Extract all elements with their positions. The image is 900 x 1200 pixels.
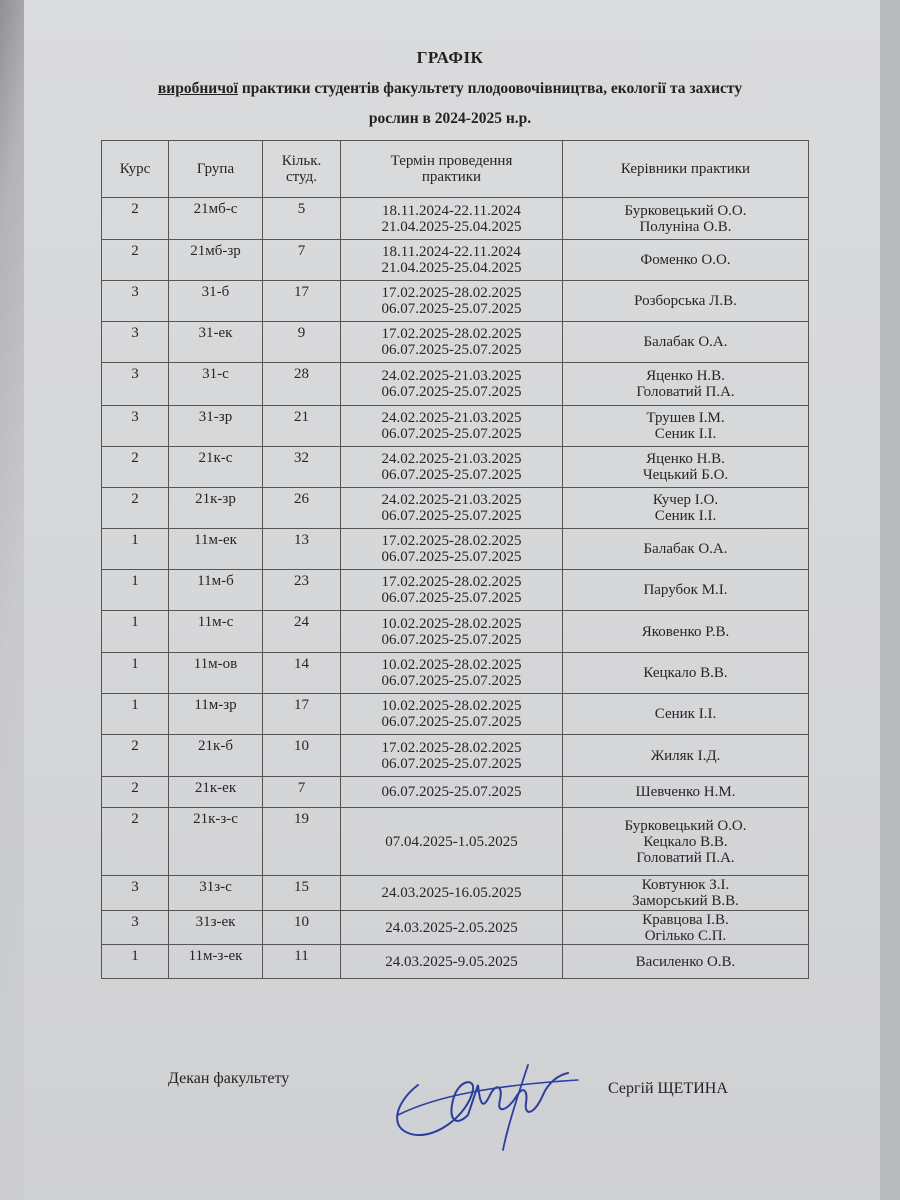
cell-group: 31-зр: [169, 406, 263, 447]
supervisor-name: Сеник І.І.: [654, 706, 717, 722]
cell-count: 26: [263, 488, 341, 529]
cell-course: 3: [102, 363, 169, 406]
cell-group: 31-б: [169, 281, 263, 322]
date-range: 17.02.2025-28.02.2025: [381, 533, 522, 549]
cell-supervisors: [563, 529, 809, 570]
table-header-row: [102, 141, 809, 198]
date-range: 10.02.2025-28.02.2025: [381, 615, 522, 632]
table-row: [102, 945, 809, 979]
table-row: [102, 322, 809, 363]
supervisor-name: Головатий П.А.: [636, 849, 735, 866]
cell-course: 3: [102, 281, 169, 322]
table-row: [102, 240, 809, 281]
cell-dates: [341, 363, 563, 406]
supervisor-name: Балабак О.А.: [643, 334, 728, 350]
cell-course: 1: [102, 611, 169, 653]
cell-group: 11м-ов: [169, 653, 263, 694]
table-row: [102, 653, 809, 694]
date-range: 06.07.2025-25.07.2025: [381, 714, 522, 730]
table-row: [102, 777, 809, 808]
document-title: ГРАФІК: [416, 48, 484, 67]
cell-course: 1: [102, 653, 169, 694]
supervisor-name: Ковтунюк З.І.: [641, 877, 730, 893]
cell-dates: [341, 570, 563, 611]
cell-group: 11м-зр: [169, 694, 263, 735]
date-range: 06.07.2025-25.07.2025: [381, 467, 522, 483]
cell-dates: [341, 529, 563, 570]
date-range: 06.07.2025-25.07.2025: [381, 631, 522, 648]
cell-count: 28: [263, 363, 341, 406]
table-row: [102, 911, 809, 945]
cell-count: 10: [263, 735, 341, 777]
cell-count: 7: [263, 777, 341, 808]
cell-supervisors: [563, 777, 809, 808]
cell-count: 32: [263, 447, 341, 488]
date-range: 10.02.2025-28.02.2025: [381, 657, 522, 673]
cell-dates: [341, 911, 563, 945]
dean-title: Декан факультету: [168, 1070, 290, 1087]
cell-course: 3: [102, 911, 169, 945]
cell-course: 2: [102, 240, 169, 281]
supervisor-name: Балабак О.А.: [643, 541, 728, 557]
date-range: 06.07.2025-25.07.2025: [381, 426, 522, 442]
cell-supervisors: [563, 363, 809, 406]
cell-supervisors: [563, 198, 809, 240]
cell-supervisors: [563, 735, 809, 777]
cell-course: 3: [102, 322, 169, 363]
supervisor-name: Кучер І.О.: [652, 492, 719, 508]
header-count: [263, 141, 341, 198]
cell-supervisors: [563, 281, 809, 322]
table-row: [102, 447, 809, 488]
date-range: 17.02.2025-28.02.2025: [381, 574, 522, 590]
table-row: [102, 363, 809, 406]
cell-course: 2: [102, 808, 169, 876]
cell-dates: [341, 240, 563, 281]
supervisor-name: Яковенко Р.В.: [641, 623, 730, 640]
date-range: 24.02.2025-21.03.2025: [381, 451, 522, 467]
cell-supervisors: [563, 488, 809, 529]
cell-count: 7: [263, 240, 341, 281]
document-subtitle: [0, 80, 900, 98]
cell-supervisors: [563, 653, 809, 694]
supervisor-name: Полуніна О.В.: [639, 218, 732, 235]
header-count-line2: студ.: [286, 169, 317, 185]
date-range: 06.07.2025-25.07.2025: [381, 755, 522, 772]
table-row: [102, 198, 809, 240]
date-range: 21.04.2025-25.04.2025: [381, 218, 522, 235]
date-range: 24.02.2025-21.03.2025: [381, 368, 522, 384]
supervisor-name: Парубок М.І.: [643, 582, 728, 598]
cell-course: 1: [102, 694, 169, 735]
cell-supervisors: [563, 611, 809, 653]
cell-count: 21: [263, 406, 341, 447]
supervisor-name: Василенко О.В.: [635, 953, 736, 970]
date-range: 21.04.2025-25.04.2025: [381, 260, 522, 276]
table-body: [102, 198, 809, 979]
cell-course: 2: [102, 488, 169, 529]
cell-count: 5: [263, 198, 341, 240]
cell-dates: [341, 653, 563, 694]
table-row: [102, 808, 809, 876]
supervisor-name: Кравцова І.В.: [642, 911, 729, 928]
cell-dates: [341, 406, 563, 447]
supervisor-name: Яценко Н.В.: [646, 451, 725, 467]
supervisor-name: Фоменко О.О.: [640, 252, 731, 268]
cell-supervisors: [563, 911, 809, 945]
supervisor-name: Жиляк І.Д.: [650, 747, 721, 764]
cell-count: 10: [263, 911, 341, 945]
cell-dates: [341, 777, 563, 808]
supervisor-name: Кецкало В.В.: [643, 665, 728, 681]
cell-course: 2: [102, 735, 169, 777]
supervisor-name: Огілько С.П.: [644, 927, 727, 944]
supervisor-name: Трушев І.М.: [646, 410, 725, 426]
cell-group: 11м-з-ек: [169, 945, 263, 979]
cell-count: 15: [263, 876, 341, 911]
cell-group: 21к-ек: [169, 777, 263, 808]
date-range: 24.02.2025-21.03.2025: [381, 410, 522, 426]
cell-group: 11м-б: [169, 570, 263, 611]
supervisor-name: Шевченко Н.М.: [635, 784, 736, 800]
cell-dates: [341, 198, 563, 240]
date-range: 06.07.2025-25.07.2025: [381, 342, 522, 358]
supervisor-name: Кецкало В.В.: [643, 833, 728, 850]
cell-supervisors: [563, 406, 809, 447]
date-range: 24.03.2025-9.05.2025: [385, 953, 518, 970]
subtitle-rest: практики студентів факультету плодоовочівництва, екології та захисту: [238, 80, 743, 97]
date-range: 18.11.2024-22.11.2024: [382, 244, 521, 260]
header-course: Курс: [102, 141, 169, 198]
cell-count: 24: [263, 611, 341, 653]
cell-course: 2: [102, 777, 169, 808]
date-range: 06.07.2025-25.07.2025: [381, 784, 522, 800]
cell-dates: [341, 281, 563, 322]
date-range: 18.11.2024-22.11.2024: [382, 202, 521, 219]
cell-supervisors: [563, 945, 809, 979]
cell-group: 21к-с: [169, 447, 263, 488]
supervisor-name: Бурковецький О.О.: [624, 202, 747, 219]
cell-supervisors: [563, 876, 809, 911]
cell-course: 3: [102, 406, 169, 447]
table-row: [102, 406, 809, 447]
header-term-line2: практики: [421, 169, 482, 185]
cell-count: 17: [263, 281, 341, 322]
cell-group: 11м-ек: [169, 529, 263, 570]
cell-group: 11м-с: [169, 611, 263, 653]
date-range: 17.02.2025-28.02.2025: [381, 326, 522, 342]
date-range: 06.07.2025-25.07.2025: [381, 590, 522, 606]
cell-supervisors: [563, 808, 809, 876]
date-range: 24.02.2025-21.03.2025: [381, 492, 522, 508]
cell-count: 14: [263, 653, 341, 694]
date-range: 17.02.2025-28.02.2025: [381, 739, 522, 756]
header-term-line1: Термін проведення: [390, 153, 513, 169]
supervisor-name: Розборська Л.В.: [634, 293, 737, 309]
cell-dates: [341, 447, 563, 488]
cell-count: 17: [263, 694, 341, 735]
cell-group: 31-ек: [169, 322, 263, 363]
cell-course: 1: [102, 529, 169, 570]
header-count-line1: Кільк.: [281, 153, 322, 169]
cell-count: 23: [263, 570, 341, 611]
date-range: 06.07.2025-25.07.2025: [381, 673, 522, 689]
supervisor-name: Сеник І.І.: [654, 508, 717, 524]
table-row: [102, 281, 809, 322]
date-range: 24.03.2025-16.05.2025: [381, 885, 522, 901]
table-row: [102, 876, 809, 911]
cell-dates: [341, 488, 563, 529]
cell-group: 31з-с: [169, 876, 263, 911]
cell-count: 9: [263, 322, 341, 363]
supervisor-name: Чецький Б.О.: [642, 467, 729, 483]
dean-name: Сергій ЩЕТИНА: [608, 1080, 728, 1097]
cell-dates: [341, 735, 563, 777]
cell-dates: [341, 611, 563, 653]
cell-dates: [341, 945, 563, 979]
cell-count: 11: [263, 945, 341, 979]
cell-count: 19: [263, 808, 341, 876]
subtitle-underlined-word: виробничої: [157, 80, 238, 97]
schedule-table: [101, 140, 809, 979]
supervisor-name: Яценко Н.В.: [646, 368, 725, 384]
cell-group: 21к-з-с: [169, 808, 263, 876]
cell-group: 31-с: [169, 363, 263, 406]
header-supervisors: Керівники практики: [563, 141, 809, 198]
header-group: Група: [169, 141, 263, 198]
table-row: [102, 488, 809, 529]
cell-course: 2: [102, 198, 169, 240]
date-range: 07.04.2025-1.05.2025: [385, 833, 518, 850]
cell-group: 31з-ек: [169, 911, 263, 945]
table-row: [102, 611, 809, 653]
cell-group: 21мб-с: [169, 198, 263, 240]
cell-dates: [341, 322, 563, 363]
cell-dates: [341, 876, 563, 911]
supervisor-name: Бурковецький О.О.: [624, 817, 747, 834]
document-subtitle-line2: рослин в 2024-2025 н.р.: [368, 110, 532, 127]
header-term: [341, 141, 563, 198]
table-row: [102, 570, 809, 611]
cell-course: 2: [102, 447, 169, 488]
cell-course: 1: [102, 945, 169, 979]
cell-group: 21мб-зр: [169, 240, 263, 281]
cell-course: 1: [102, 570, 169, 611]
supervisor-name: Заморський В.В.: [632, 893, 739, 909]
cell-dates: [341, 694, 563, 735]
date-range: 17.02.2025-28.02.2025: [381, 285, 522, 301]
date-range: 10.02.2025-28.02.2025: [381, 698, 522, 714]
date-range: 06.07.2025-25.07.2025: [381, 384, 522, 400]
supervisor-name: Головатий П.А.: [636, 384, 735, 400]
cell-supervisors: [563, 570, 809, 611]
date-range: 24.03.2025-2.05.2025: [385, 919, 518, 936]
date-range: 06.07.2025-25.07.2025: [381, 301, 522, 317]
cell-count: 13: [263, 529, 341, 570]
table-row: [102, 694, 809, 735]
cell-dates: [341, 808, 563, 876]
cell-supervisors: [563, 447, 809, 488]
cell-supervisors: [563, 240, 809, 281]
page-edge: [880, 0, 900, 1200]
cell-supervisors: [563, 694, 809, 735]
supervisor-name: Сеник І.І.: [654, 426, 717, 442]
table-row: [102, 529, 809, 570]
date-range: 06.07.2025-25.07.2025: [381, 549, 522, 565]
cell-group: 21к-б: [169, 735, 263, 777]
dean-signature: [378, 1055, 588, 1155]
cell-group: 21к-зр: [169, 488, 263, 529]
table-row: [102, 735, 809, 777]
cell-course: 3: [102, 876, 169, 911]
cell-supervisors: [563, 322, 809, 363]
date-range: 06.07.2025-25.07.2025: [381, 508, 522, 524]
